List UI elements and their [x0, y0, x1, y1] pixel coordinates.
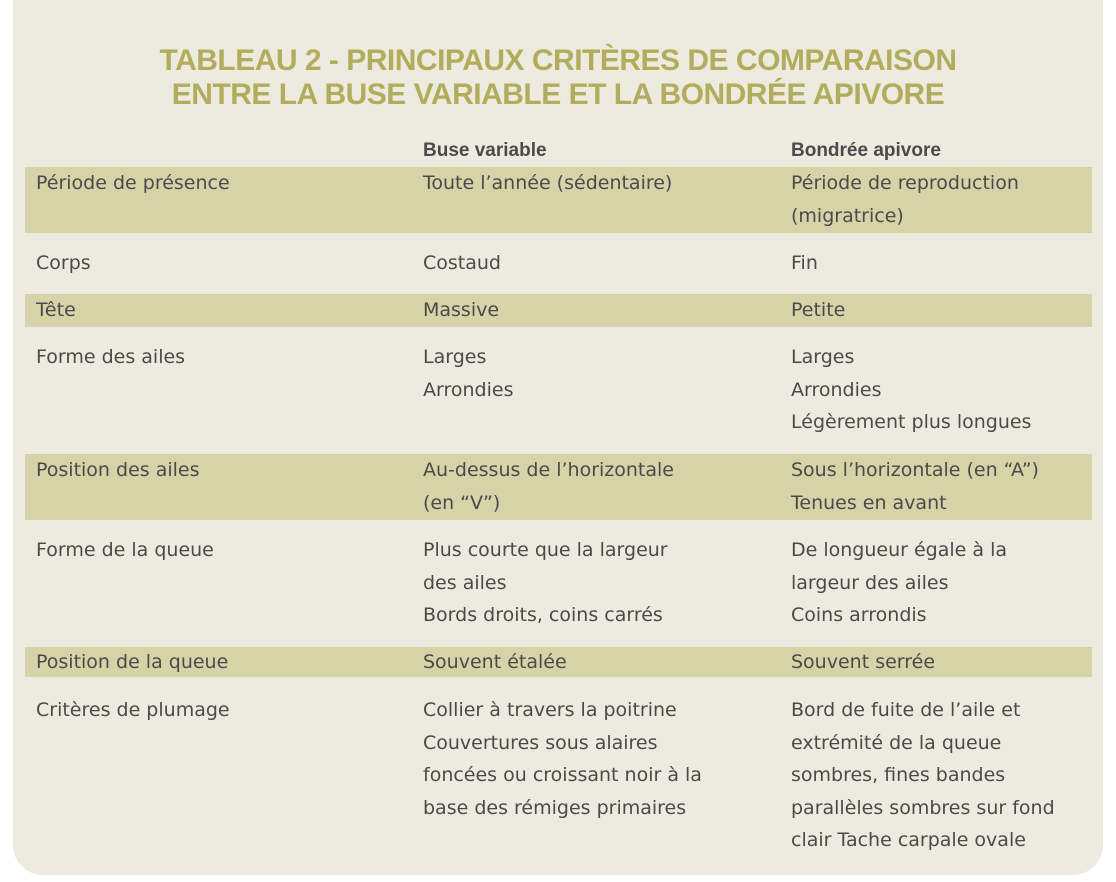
- cell-line: Arrondies: [423, 378, 514, 401]
- criterion-cell: [36, 454, 200, 487]
- cell-line: Sous l’horizontale (en “A”): [791, 459, 1039, 481]
- cell-line: Position de la queue: [36, 651, 229, 673]
- cell-line: sombres, fines bandes: [791, 764, 1006, 786]
- cell-line: Couvertures sous alaires: [423, 731, 658, 754]
- criterion-cell: [36, 247, 91, 280]
- criterion-cell: [36, 646, 228, 679]
- cell-line: Tête: [36, 299, 76, 321]
- table-row: [25, 694, 1092, 858]
- cell-line: Période de présence: [36, 172, 230, 194]
- criterion-cell: [36, 341, 185, 374]
- bondree-cell: [791, 646, 935, 679]
- cell-line: Massive: [423, 299, 500, 321]
- buse-cell: [423, 694, 702, 824]
- cell-line: Costaud: [423, 252, 501, 274]
- cell-line: parallèles sombres sur fond: [791, 796, 1055, 819]
- bondree-cell: [791, 694, 1055, 857]
- bondree-cell: [791, 341, 1031, 439]
- cell-line: Souvent étalée: [423, 651, 567, 673]
- cell-line: des ailes: [423, 571, 507, 594]
- cell-line: Petite: [791, 299, 846, 321]
- table-title: [13, 44, 1103, 112]
- cell-line: Plus courte que la largeur: [423, 539, 668, 561]
- bondree-cell: [791, 534, 1007, 632]
- cell-line: Position des ailes: [36, 459, 200, 481]
- cell-line: (migratrice): [791, 204, 904, 227]
- cell-line: Larges: [423, 346, 487, 368]
- table-row: [25, 294, 1092, 327]
- cell-line: Légèrement plus longues: [791, 411, 1032, 433]
- buse-cell: [423, 534, 668, 632]
- buse-cell: [423, 341, 513, 406]
- cell-line: Bords droits, coins carrés: [423, 604, 663, 626]
- cell-line: Tenues en avant: [791, 491, 947, 514]
- cell-line: Toute l’année (sédentaire): [423, 172, 673, 194]
- cell-line: De longueur égale à la: [791, 539, 1007, 561]
- table-row: [25, 167, 1092, 233]
- cell-line: Critères de plumage: [36, 699, 230, 721]
- cell-line: clair Tache carpale ovale: [791, 829, 1026, 851]
- title-line-2: ENTRE LA BUSE VARIABLE ET LA BONDRÉE APIVORE: [171, 78, 945, 111]
- bondree-cell: [791, 247, 818, 280]
- buse-cell: [423, 646, 567, 679]
- cell-line: foncées ou croissant noir à la: [423, 764, 702, 786]
- cell-line: Larges: [791, 346, 855, 368]
- buse-cell: [423, 247, 501, 280]
- table-header-row: [25, 138, 1092, 164]
- criterion-cell: [36, 167, 230, 200]
- criterion-cell: [36, 534, 214, 567]
- cell-line: Bord de fuite de l’aile et: [791, 699, 1021, 721]
- table-row: [25, 534, 1092, 632]
- table-row: [25, 247, 1092, 280]
- bondree-cell: [791, 167, 1019, 232]
- cell-line: largeur des ailes: [791, 571, 949, 594]
- table-row: [25, 647, 1092, 677]
- criterion-cell: [36, 694, 230, 727]
- bondree-cell: [791, 294, 845, 327]
- header-bondree-apivore: Bondrée apivore: [791, 140, 941, 161]
- cell-line: Période de reproduction: [791, 172, 1019, 194]
- criterion-cell: [36, 294, 76, 327]
- cell-line: extrémité de la queue: [791, 731, 1002, 754]
- cell-line: Corps: [36, 252, 91, 274]
- cell-line: Forme des ailes: [36, 346, 186, 368]
- cell-line: Coins arrondis: [791, 604, 927, 626]
- bondree-cell: [791, 454, 1039, 519]
- buse-cell: [423, 454, 674, 519]
- cell-line: Forme de la queue: [36, 539, 214, 561]
- header-buse-variable: Buse variable: [423, 140, 547, 161]
- buse-cell: [423, 294, 499, 327]
- title-line-1: TABLEAU 2 - PRINCIPAUX CRITÈRES DE COMPARAISON: [159, 44, 957, 77]
- table-row: [25, 454, 1092, 520]
- cell-line: Fin: [791, 252, 818, 274]
- cell-line: (en “V”): [423, 491, 501, 514]
- table-row: [25, 341, 1092, 439]
- cell-line: base des rémiges primaires: [423, 796, 687, 819]
- cell-line: Arrondies: [791, 378, 882, 401]
- cell-line: Au-dessus de l’horizontale: [423, 459, 674, 481]
- buse-cell: [423, 167, 672, 200]
- cell-line: Collier à travers la poitrine: [423, 699, 677, 721]
- cell-line: Souvent serrée: [791, 651, 936, 673]
